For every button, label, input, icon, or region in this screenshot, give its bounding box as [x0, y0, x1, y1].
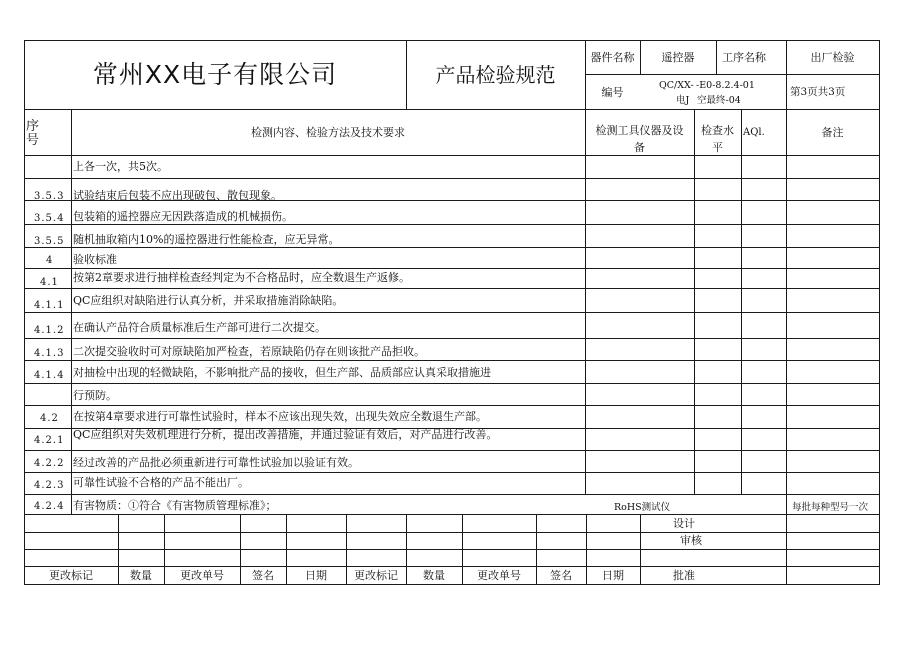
row-8-text: 二次提交验收时可对原缺陷加严检查，若原缺陷仍存在则该批产品拒收。 — [73, 345, 425, 358]
row-3-text: 随机抽取箱内10%的遥控器进行性能检查，应无异常。 — [73, 233, 340, 246]
row-9-text: 对抽检中出现的轻微缺陷，不影响批产品的接收，但生产部、品质部应认真采取措施进 — [73, 366, 491, 379]
row-5-text: 按第2章要求进行抽样检查经判定为不合格品时，应全数退生产返修。 — [73, 271, 410, 284]
approve-label: 批准 — [673, 569, 695, 582]
row-0-text: 上各一次，共5次。 — [73, 160, 168, 173]
process-name-label: 工序名称 — [722, 51, 766, 64]
footer-quantity-1: 数量 — [130, 569, 152, 582]
row-6-text: QC应组织对缺陷进行认真分析，并采取措施消除缺陷。 — [73, 294, 344, 307]
row-10-text: 行预防。 — [73, 389, 117, 402]
doc-no-label: 编号 — [601, 86, 624, 99]
row-15-tool: RoHS测试仪 — [614, 502, 671, 513]
footer-date-1: 日期 — [305, 569, 327, 582]
row-15-text: 有害物质：①符合《有害物质管理标准》； — [73, 499, 277, 512]
review-label: 审核 — [680, 534, 702, 547]
row-15-no: 4.2.4 — [34, 501, 65, 512]
header-divider — [585, 74, 880, 75]
document-title: 产品检验规范 — [435, 63, 556, 87]
row-13-text: 经过改善的产品批必须重新进行可靠性试验加以验证有效。 — [73, 456, 359, 469]
col-seq-b: 号 — [26, 133, 40, 148]
row-1-text: 试验结束后包装不应出现破包、散包现象。 — [73, 189, 282, 202]
doc-no-part-a: QC/XX- — [659, 80, 694, 91]
row-3-no: 3.5.5 — [34, 236, 65, 247]
doc-no-part-b: 电J — [676, 95, 690, 106]
col-level-b: 平 — [712, 141, 723, 154]
border-right — [879, 40, 880, 585]
footer-change-mark-1: 更改标记 — [49, 569, 93, 582]
col-aql: AQl. — [743, 127, 765, 138]
process-name-value: 出厂检验 — [810, 51, 855, 64]
row-14-text: 可靠性试验不合格的产品不能出厂。 — [73, 476, 249, 489]
design-label: 设计 — [673, 517, 695, 530]
doc-no-part-d: 空最终-04 — [697, 95, 741, 106]
row-4-no: 4 — [46, 255, 54, 266]
row-13-no: 4.2.2 — [34, 458, 65, 469]
row-6-no: 4.1.1 — [34, 300, 65, 311]
border-left — [24, 40, 25, 585]
footer-date-2: 日期 — [602, 569, 624, 582]
row-2-no: 3.5.4 — [34, 213, 65, 224]
footer-quantity-2: 数量 — [423, 569, 445, 582]
col-tools-b: 备 — [634, 141, 645, 154]
doc-no-part-c: -E0-8.2.4-01 — [696, 80, 755, 91]
col-level-a: 检查水 — [701, 124, 734, 137]
company-name: 常州XX电子有限公司 — [92, 60, 338, 89]
row-12-no: 4.2.1 — [34, 435, 65, 446]
part-name-label: 器件名称 — [590, 51, 635, 64]
row-7-text: 在确认产品符合质量标准后生产部可进行二次提交。 — [73, 321, 326, 334]
footer-signature-2: 签名 — [550, 569, 572, 582]
border-bottom — [24, 584, 880, 585]
col-remarks: 备注 — [821, 126, 844, 139]
col-content: 检测内容、检验方法及技术要求 — [251, 126, 405, 139]
page-info: 第3页共3页 — [790, 86, 846, 98]
row-8-no: 4.1.3 — [34, 348, 65, 359]
row-2-text: 包装箱的遥控器应无因跌落造成的机械损伤。 — [73, 210, 293, 223]
row-9-no: 4.1.4 — [34, 370, 65, 381]
border-top — [24, 40, 880, 41]
row-12-text: QC应组织对失效机理进行分析，提出改善措施，并通过验证有效后，对产品进行改善。 — [73, 428, 498, 441]
row-1-no: 3.5.3 — [34, 191, 65, 202]
col-seq-a: 序 — [26, 119, 40, 134]
footer-change-no-1: 更改单号 — [180, 569, 224, 582]
part-name-value: 遥控器 — [661, 51, 695, 64]
footer-change-no-2: 更改单号 — [477, 569, 521, 582]
row-7-no: 4.1.2 — [34, 325, 65, 336]
footer-signature-1: 签名 — [252, 569, 274, 582]
col-tools-a: 检测工具仪器及设 — [595, 124, 684, 137]
footer-change-mark-2: 更改标记 — [354, 569, 398, 582]
row-5-no: 4.1 — [40, 277, 59, 288]
row-14-no: 4.2.3 — [34, 480, 65, 491]
row-11-text: 在按第4章要求进行可靠性试验时，样本不应该出现失效，出现失效应全数退生产部。 — [73, 410, 487, 423]
row-11-no: 4.2 — [40, 413, 59, 424]
header-bottom — [24, 109, 880, 110]
row-15-remark: 每批每种型号一次 — [792, 502, 869, 513]
row-4-text: 验收标准 — [73, 253, 117, 266]
column-header-bottom — [24, 155, 880, 156]
